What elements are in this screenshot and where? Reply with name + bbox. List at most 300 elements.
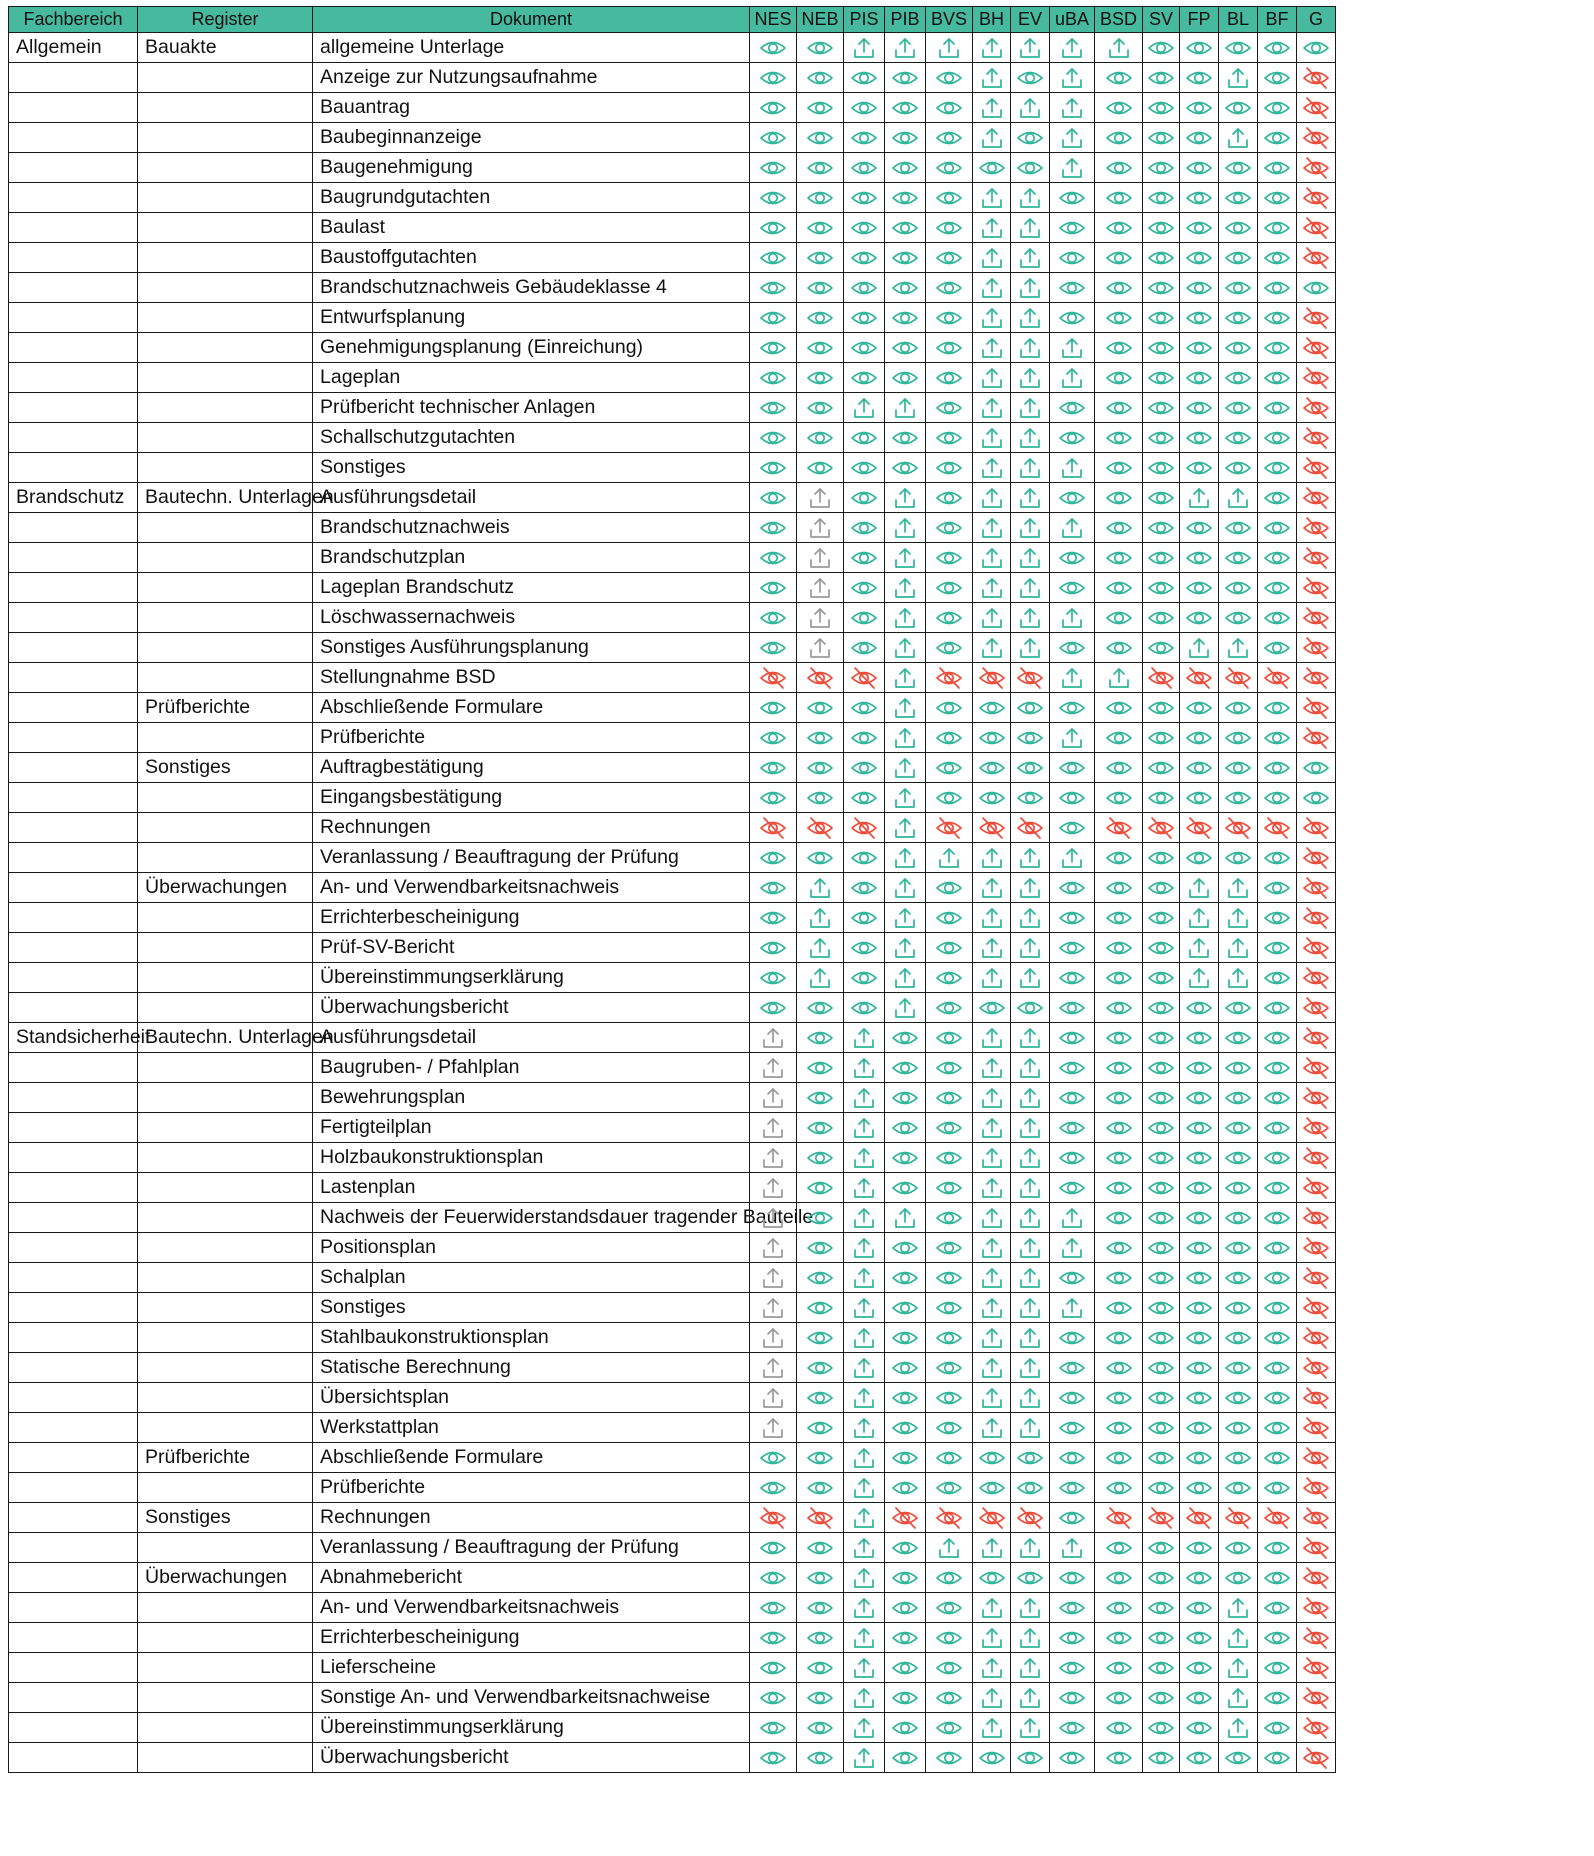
permission-cell-bf[interactable] (1258, 1293, 1297, 1323)
permission-cell-pis[interactable] (844, 723, 885, 753)
permission-cell-bl[interactable] (1219, 753, 1258, 783)
permission-cell-ev[interactable] (1011, 963, 1050, 993)
permission-cell-bl[interactable] (1219, 933, 1258, 963)
permission-cell-uba[interactable] (1050, 933, 1095, 963)
permission-cell-g[interactable] (1297, 723, 1336, 753)
permission-cell-pis[interactable] (844, 1683, 885, 1713)
permission-cell-bh[interactable] (973, 1683, 1011, 1713)
permission-cell-bf[interactable] (1258, 993, 1297, 1023)
permission-cell-fp[interactable] (1180, 693, 1219, 723)
permission-cell-uba[interactable] (1050, 1503, 1095, 1533)
permission-cell-bf[interactable] (1258, 1383, 1297, 1413)
permission-cell-uba[interactable] (1050, 603, 1095, 633)
permission-cell-bl[interactable] (1219, 1593, 1258, 1623)
permission-cell-ev[interactable] (1011, 243, 1050, 273)
permission-cell-bh[interactable] (973, 1473, 1011, 1503)
permission-cell-uba[interactable] (1050, 1143, 1095, 1173)
permission-cell-ev[interactable] (1011, 273, 1050, 303)
permission-cell-ev[interactable] (1011, 363, 1050, 393)
permission-cell-bl[interactable] (1219, 183, 1258, 213)
permission-cell-bl[interactable] (1219, 843, 1258, 873)
permission-cell-uba[interactable] (1050, 423, 1095, 453)
permission-cell-fp[interactable] (1180, 843, 1219, 873)
permission-cell-bsd[interactable] (1095, 753, 1143, 783)
permission-cell-g[interactable] (1297, 993, 1336, 1023)
permission-cell-ev[interactable] (1011, 1323, 1050, 1353)
permission-cell-neb[interactable] (797, 873, 844, 903)
permission-cell-nes[interactable] (750, 33, 797, 63)
permission-cell-g[interactable] (1297, 213, 1336, 243)
permission-cell-ev[interactable] (1011, 1563, 1050, 1593)
permission-cell-ev[interactable] (1011, 63, 1050, 93)
permission-cell-bf[interactable] (1258, 1113, 1297, 1143)
permission-cell-bsd[interactable] (1095, 1053, 1143, 1083)
permission-cell-uba[interactable] (1050, 483, 1095, 513)
permission-cell-bf[interactable] (1258, 153, 1297, 183)
permission-cell-pis[interactable] (844, 63, 885, 93)
permission-cell-neb[interactable] (797, 693, 844, 723)
permission-cell-bsd[interactable] (1095, 1443, 1143, 1473)
permission-cell-pib[interactable] (885, 1383, 926, 1413)
permission-cell-pis[interactable] (844, 273, 885, 303)
permission-cell-bl[interactable] (1219, 1353, 1258, 1383)
permission-cell-nes[interactable] (750, 813, 797, 843)
permission-cell-bf[interactable] (1258, 243, 1297, 273)
permission-cell-sv[interactable] (1143, 813, 1180, 843)
permission-cell-uba[interactable] (1050, 663, 1095, 693)
permission-cell-uba[interactable] (1050, 513, 1095, 543)
permission-cell-g[interactable] (1297, 1113, 1336, 1143)
permission-cell-g[interactable] (1297, 1653, 1336, 1683)
permission-cell-nes[interactable] (750, 783, 797, 813)
permission-cell-neb[interactable] (797, 1353, 844, 1383)
permission-cell-ev[interactable] (1011, 663, 1050, 693)
permission-cell-neb[interactable] (797, 1113, 844, 1143)
permission-cell-uba[interactable] (1050, 903, 1095, 933)
permission-cell-bvs[interactable] (926, 273, 973, 303)
permission-cell-bh[interactable] (973, 123, 1011, 153)
permission-cell-bvs[interactable] (926, 123, 973, 153)
permission-cell-sv[interactable] (1143, 303, 1180, 333)
permission-cell-sv[interactable] (1143, 363, 1180, 393)
permission-cell-bf[interactable] (1258, 33, 1297, 63)
permission-cell-bsd[interactable] (1095, 573, 1143, 603)
permission-cell-uba[interactable] (1050, 333, 1095, 363)
permission-cell-bh[interactable] (973, 963, 1011, 993)
permission-cell-bl[interactable] (1219, 663, 1258, 693)
permission-cell-bf[interactable] (1258, 93, 1297, 123)
permission-cell-fp[interactable] (1180, 753, 1219, 783)
permission-cell-sv[interactable] (1143, 1713, 1180, 1743)
permission-cell-fp[interactable] (1180, 1563, 1219, 1593)
permission-cell-ev[interactable] (1011, 1743, 1050, 1773)
permission-cell-bf[interactable] (1258, 1083, 1297, 1113)
permission-cell-bf[interactable] (1258, 753, 1297, 783)
permission-cell-neb[interactable] (797, 753, 844, 783)
permission-cell-sv[interactable] (1143, 1413, 1180, 1443)
permission-cell-ev[interactable] (1011, 303, 1050, 333)
permission-cell-fp[interactable] (1180, 873, 1219, 903)
permission-cell-bh[interactable] (973, 93, 1011, 123)
permission-cell-pis[interactable] (844, 1023, 885, 1053)
permission-cell-fp[interactable] (1180, 603, 1219, 633)
permission-cell-pis[interactable] (844, 1383, 885, 1413)
permission-cell-bvs[interactable] (926, 243, 973, 273)
permission-cell-sv[interactable] (1143, 33, 1180, 63)
permission-cell-fp[interactable] (1180, 723, 1219, 753)
permission-cell-bl[interactable] (1219, 543, 1258, 573)
permission-cell-nes[interactable] (750, 1353, 797, 1383)
permission-cell-bh[interactable] (973, 1323, 1011, 1353)
permission-cell-bf[interactable] (1258, 633, 1297, 663)
permission-cell-bsd[interactable] (1095, 423, 1143, 453)
permission-cell-g[interactable] (1297, 183, 1336, 213)
permission-cell-g[interactable] (1297, 243, 1336, 273)
permission-cell-g[interactable] (1297, 33, 1336, 63)
permission-cell-bh[interactable] (973, 1023, 1011, 1053)
permission-cell-pis[interactable] (844, 633, 885, 663)
permission-cell-bf[interactable] (1258, 963, 1297, 993)
permission-cell-pib[interactable] (885, 1653, 926, 1683)
permission-cell-bf[interactable] (1258, 513, 1297, 543)
permission-cell-sv[interactable] (1143, 843, 1180, 873)
permission-cell-ev[interactable] (1011, 693, 1050, 723)
permission-cell-bsd[interactable] (1095, 903, 1143, 933)
permission-cell-pis[interactable] (844, 1203, 885, 1233)
permission-cell-bl[interactable] (1219, 63, 1258, 93)
permission-cell-bl[interactable] (1219, 1413, 1258, 1443)
permission-cell-sv[interactable] (1143, 573, 1180, 603)
permission-cell-bvs[interactable] (926, 183, 973, 213)
permission-cell-pis[interactable] (844, 573, 885, 603)
permission-cell-fp[interactable] (1180, 1443, 1219, 1473)
permission-cell-bsd[interactable] (1095, 1263, 1143, 1293)
permission-cell-nes[interactable] (750, 1293, 797, 1323)
permission-cell-neb[interactable] (797, 93, 844, 123)
permission-cell-fp[interactable] (1180, 903, 1219, 933)
permission-cell-neb[interactable] (797, 1503, 844, 1533)
permission-cell-fp[interactable] (1180, 243, 1219, 273)
permission-cell-neb[interactable] (797, 363, 844, 393)
permission-cell-uba[interactable] (1050, 183, 1095, 213)
permission-cell-nes[interactable] (750, 1413, 797, 1443)
permission-cell-fp[interactable] (1180, 1023, 1219, 1053)
permission-cell-bvs[interactable] (926, 1503, 973, 1533)
permission-cell-nes[interactable] (750, 1503, 797, 1533)
permission-cell-pis[interactable] (844, 33, 885, 63)
permission-cell-bf[interactable] (1258, 1533, 1297, 1563)
permission-cell-sv[interactable] (1143, 1593, 1180, 1623)
permission-cell-bvs[interactable] (926, 813, 973, 843)
permission-cell-uba[interactable] (1050, 843, 1095, 873)
permission-cell-g[interactable] (1297, 1353, 1336, 1383)
permission-cell-bf[interactable] (1258, 213, 1297, 243)
permission-cell-fp[interactable] (1180, 333, 1219, 363)
permission-cell-uba[interactable] (1050, 1653, 1095, 1683)
permission-cell-bh[interactable] (973, 1083, 1011, 1113)
permission-cell-bl[interactable] (1219, 1173, 1258, 1203)
permission-cell-sv[interactable] (1143, 1743, 1180, 1773)
permission-cell-bsd[interactable] (1095, 873, 1143, 903)
permission-cell-neb[interactable] (797, 423, 844, 453)
permission-cell-fp[interactable] (1180, 123, 1219, 153)
permission-cell-bf[interactable] (1258, 1023, 1297, 1053)
permission-cell-sv[interactable] (1143, 873, 1180, 903)
permission-cell-sv[interactable] (1143, 453, 1180, 483)
permission-cell-pib[interactable] (885, 603, 926, 633)
permission-cell-bl[interactable] (1219, 1743, 1258, 1773)
permission-cell-ev[interactable] (1011, 1173, 1050, 1203)
permission-cell-bl[interactable] (1219, 213, 1258, 243)
permission-cell-pis[interactable] (844, 1143, 885, 1173)
permission-cell-sv[interactable] (1143, 723, 1180, 753)
permission-cell-neb[interactable] (797, 1233, 844, 1263)
permission-cell-ev[interactable] (1011, 1203, 1050, 1233)
permission-cell-neb[interactable] (797, 1473, 844, 1503)
permission-cell-g[interactable] (1297, 1323, 1336, 1353)
permission-cell-bl[interactable] (1219, 1383, 1258, 1413)
permission-cell-pib[interactable] (885, 1563, 926, 1593)
permission-cell-fp[interactable] (1180, 483, 1219, 513)
permission-cell-pib[interactable] (885, 453, 926, 483)
permission-cell-g[interactable] (1297, 393, 1336, 423)
permission-cell-bl[interactable] (1219, 1563, 1258, 1593)
permission-cell-nes[interactable] (750, 363, 797, 393)
permission-cell-ev[interactable] (1011, 543, 1050, 573)
permission-cell-ev[interactable] (1011, 453, 1050, 483)
permission-cell-nes[interactable] (750, 1143, 797, 1173)
permission-cell-uba[interactable] (1050, 693, 1095, 723)
permission-cell-bh[interactable] (973, 633, 1011, 663)
permission-cell-bvs[interactable] (926, 1443, 973, 1473)
permission-cell-sv[interactable] (1143, 1353, 1180, 1383)
permission-cell-uba[interactable] (1050, 783, 1095, 813)
permission-cell-ev[interactable] (1011, 903, 1050, 933)
permission-cell-nes[interactable] (750, 603, 797, 633)
permission-cell-neb[interactable] (797, 1563, 844, 1593)
permission-cell-g[interactable] (1297, 1383, 1336, 1413)
permission-cell-bvs[interactable] (926, 903, 973, 933)
permission-cell-fp[interactable] (1180, 1593, 1219, 1623)
permission-cell-bf[interactable] (1258, 1353, 1297, 1383)
permission-cell-ev[interactable] (1011, 93, 1050, 123)
permission-cell-pis[interactable] (844, 783, 885, 813)
permission-cell-bsd[interactable] (1095, 333, 1143, 363)
permission-cell-g[interactable] (1297, 1683, 1336, 1713)
permission-cell-bf[interactable] (1258, 813, 1297, 843)
permission-cell-pib[interactable] (885, 1083, 926, 1113)
permission-cell-pis[interactable] (844, 873, 885, 903)
permission-cell-bsd[interactable] (1095, 183, 1143, 213)
permission-cell-bvs[interactable] (926, 1263, 973, 1293)
permission-cell-uba[interactable] (1050, 1233, 1095, 1263)
permission-cell-bh[interactable] (973, 1233, 1011, 1263)
permission-cell-bsd[interactable] (1095, 363, 1143, 393)
permission-cell-bh[interactable] (973, 903, 1011, 933)
permission-cell-ev[interactable] (1011, 1533, 1050, 1563)
permission-cell-bsd[interactable] (1095, 123, 1143, 153)
permission-cell-bl[interactable] (1219, 783, 1258, 813)
permission-cell-neb[interactable] (797, 123, 844, 153)
permission-cell-pib[interactable] (885, 1143, 926, 1173)
permission-cell-bsd[interactable] (1095, 633, 1143, 663)
permission-cell-sv[interactable] (1143, 1113, 1180, 1143)
permission-cell-sv[interactable] (1143, 1293, 1180, 1323)
permission-cell-g[interactable] (1297, 333, 1336, 363)
permission-cell-bsd[interactable] (1095, 393, 1143, 423)
permission-cell-bvs[interactable] (926, 933, 973, 963)
permission-cell-pis[interactable] (844, 513, 885, 543)
permission-cell-bsd[interactable] (1095, 693, 1143, 723)
permission-cell-fp[interactable] (1180, 1743, 1219, 1773)
permission-cell-g[interactable] (1297, 663, 1336, 693)
permission-cell-pib[interactable] (885, 1263, 926, 1293)
permission-cell-bvs[interactable] (926, 1593, 973, 1623)
permission-cell-bh[interactable] (973, 603, 1011, 633)
permission-cell-g[interactable] (1297, 1143, 1336, 1173)
permission-cell-g[interactable] (1297, 693, 1336, 723)
permission-cell-bl[interactable] (1219, 1143, 1258, 1173)
permission-cell-bh[interactable] (973, 813, 1011, 843)
permission-cell-nes[interactable] (750, 873, 797, 903)
permission-cell-g[interactable] (1297, 363, 1336, 393)
permission-cell-nes[interactable] (750, 333, 797, 363)
permission-cell-ev[interactable] (1011, 813, 1050, 843)
permission-cell-ev[interactable] (1011, 573, 1050, 603)
permission-cell-pis[interactable] (844, 483, 885, 513)
permission-cell-uba[interactable] (1050, 873, 1095, 903)
permission-cell-pib[interactable] (885, 93, 926, 123)
permission-cell-nes[interactable] (750, 273, 797, 303)
permission-cell-neb[interactable] (797, 663, 844, 693)
permission-cell-bh[interactable] (973, 1383, 1011, 1413)
permission-cell-bsd[interactable] (1095, 1683, 1143, 1713)
permission-cell-pib[interactable] (885, 963, 926, 993)
permission-cell-bl[interactable] (1219, 1653, 1258, 1683)
permission-cell-bf[interactable] (1258, 1473, 1297, 1503)
permission-cell-pis[interactable] (844, 1713, 885, 1743)
permission-cell-nes[interactable] (750, 1113, 797, 1143)
permission-cell-bsd[interactable] (1095, 1323, 1143, 1353)
permission-cell-sv[interactable] (1143, 243, 1180, 273)
permission-cell-bf[interactable] (1258, 1173, 1297, 1203)
permission-cell-pis[interactable] (844, 903, 885, 933)
permission-cell-bh[interactable] (973, 1593, 1011, 1623)
permission-cell-bh[interactable] (973, 1653, 1011, 1683)
permission-cell-pib[interactable] (885, 993, 926, 1023)
permission-cell-pis[interactable] (844, 1233, 885, 1263)
permission-cell-bl[interactable] (1219, 1623, 1258, 1653)
permission-cell-uba[interactable] (1050, 63, 1095, 93)
permission-cell-pib[interactable] (885, 843, 926, 873)
permission-cell-bh[interactable] (973, 1623, 1011, 1653)
permission-cell-bvs[interactable] (926, 993, 973, 1023)
permission-cell-bl[interactable] (1219, 1443, 1258, 1473)
permission-cell-sv[interactable] (1143, 63, 1180, 93)
permission-cell-bl[interactable] (1219, 903, 1258, 933)
permission-cell-pis[interactable] (844, 993, 885, 1023)
permission-cell-sv[interactable] (1143, 993, 1180, 1023)
permission-cell-bsd[interactable] (1095, 963, 1143, 993)
permission-cell-bh[interactable] (973, 1443, 1011, 1473)
permission-cell-bvs[interactable] (926, 573, 973, 603)
permission-cell-bvs[interactable] (926, 483, 973, 513)
permission-cell-pis[interactable] (844, 843, 885, 873)
permission-cell-bf[interactable] (1258, 1053, 1297, 1083)
permission-cell-pis[interactable] (844, 1653, 885, 1683)
permission-cell-ev[interactable] (1011, 1023, 1050, 1053)
permission-cell-bvs[interactable] (926, 1233, 973, 1263)
permission-cell-bvs[interactable] (926, 1713, 973, 1743)
permission-cell-bl[interactable] (1219, 1323, 1258, 1353)
permission-cell-g[interactable] (1297, 543, 1336, 573)
permission-cell-fp[interactable] (1180, 783, 1219, 813)
permission-cell-nes[interactable] (750, 843, 797, 873)
permission-cell-pis[interactable] (844, 1173, 885, 1203)
permission-cell-fp[interactable] (1180, 33, 1219, 63)
permission-cell-bsd[interactable] (1095, 1713, 1143, 1743)
permission-cell-bsd[interactable] (1095, 1353, 1143, 1383)
permission-cell-pis[interactable] (844, 1113, 885, 1143)
permission-cell-bsd[interactable] (1095, 483, 1143, 513)
permission-cell-bsd[interactable] (1095, 1383, 1143, 1413)
permission-cell-pib[interactable] (885, 873, 926, 903)
permission-cell-sv[interactable] (1143, 1533, 1180, 1563)
permission-cell-g[interactable] (1297, 1563, 1336, 1593)
permission-cell-neb[interactable] (797, 513, 844, 543)
permission-cell-g[interactable] (1297, 783, 1336, 813)
permission-cell-uba[interactable] (1050, 273, 1095, 303)
permission-cell-bh[interactable] (973, 1413, 1011, 1443)
permission-cell-pis[interactable] (844, 333, 885, 363)
permission-cell-bh[interactable] (973, 933, 1011, 963)
permission-cell-fp[interactable] (1180, 1473, 1219, 1503)
permission-cell-bf[interactable] (1258, 1683, 1297, 1713)
permission-cell-bl[interactable] (1219, 1713, 1258, 1743)
permission-cell-g[interactable] (1297, 513, 1336, 543)
permission-cell-pis[interactable] (844, 693, 885, 723)
permission-cell-g[interactable] (1297, 1713, 1336, 1743)
permission-cell-nes[interactable] (750, 543, 797, 573)
permission-cell-bh[interactable] (973, 1743, 1011, 1773)
permission-cell-bl[interactable] (1219, 963, 1258, 993)
permission-cell-g[interactable] (1297, 153, 1336, 183)
permission-cell-g[interactable] (1297, 903, 1336, 933)
permission-cell-sv[interactable] (1143, 123, 1180, 153)
permission-cell-bf[interactable] (1258, 303, 1297, 333)
permission-cell-pis[interactable] (844, 213, 885, 243)
permission-cell-neb[interactable] (797, 453, 844, 483)
permission-cell-ev[interactable] (1011, 1443, 1050, 1473)
permission-cell-pib[interactable] (885, 1593, 926, 1623)
permission-cell-bh[interactable] (973, 993, 1011, 1023)
permission-cell-bsd[interactable] (1095, 33, 1143, 63)
permission-cell-fp[interactable] (1180, 663, 1219, 693)
permission-cell-bvs[interactable] (926, 1083, 973, 1113)
permission-cell-bh[interactable] (973, 363, 1011, 393)
permission-cell-pib[interactable] (885, 1713, 926, 1743)
permission-cell-bh[interactable] (973, 273, 1011, 303)
permission-cell-fp[interactable] (1180, 993, 1219, 1023)
permission-cell-pib[interactable] (885, 243, 926, 273)
permission-cell-neb[interactable] (797, 63, 844, 93)
permission-cell-uba[interactable] (1050, 1173, 1095, 1203)
permission-cell-bsd[interactable] (1095, 1113, 1143, 1143)
permission-cell-uba[interactable] (1050, 633, 1095, 663)
permission-cell-bh[interactable] (973, 1203, 1011, 1233)
permission-cell-ev[interactable] (1011, 933, 1050, 963)
permission-cell-ev[interactable] (1011, 783, 1050, 813)
